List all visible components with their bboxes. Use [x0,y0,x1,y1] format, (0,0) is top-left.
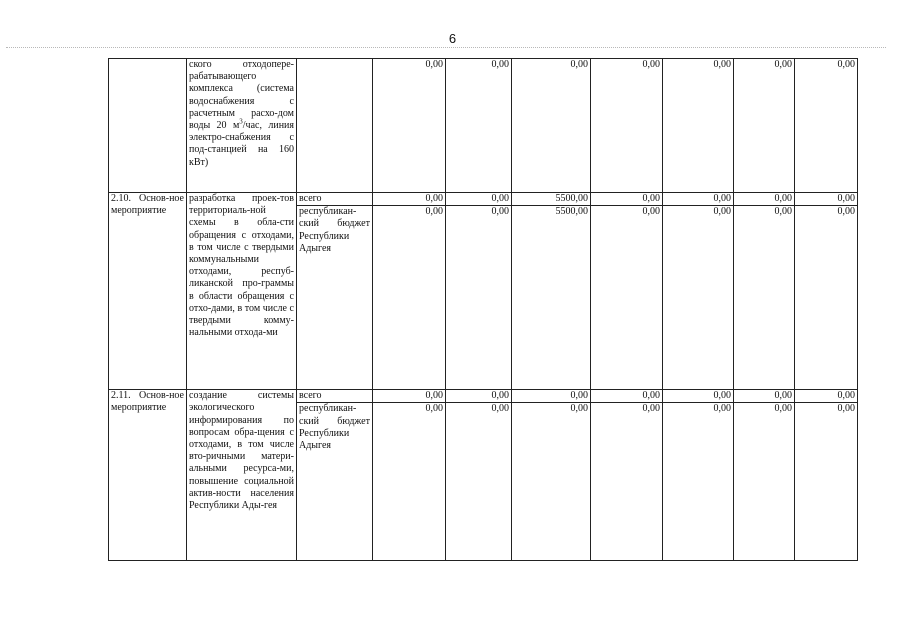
total-value-cell: 0,00 [512,390,591,403]
value-cell: 0,00 [373,206,446,390]
total-value-cell: 0,00 [446,193,512,206]
value-cell: 0,00 [795,206,858,390]
value-cell: 0,00 [795,403,858,561]
value-cell: 0,00 [512,403,591,561]
value-cell: 0,00 [373,59,446,193]
row-description: разработка проек-тов территориаль-ной схемы в обла-сти обращения с отходами, в том числе с твердыми коммунальными отходами, респуб-ликанской про-граммы в области обращения с отхо-дами, в том числе с твердыми комму-нальными отхода-ми [187,193,297,390]
table-row [109,193,858,206]
row-code [109,59,187,193]
table-row [109,59,858,193]
value-cell: 0,00 [446,206,512,390]
row-source: республикан-ский бюджет Республики Адыгея [297,206,373,390]
total-value-cell: 0,00 [591,193,663,206]
value-cell: 0,00 [591,206,663,390]
row-total-label: всего [297,193,373,206]
value-cell: 0,00 [663,403,734,561]
value-cell: 0,00 [795,59,858,193]
row-total-label: всего [297,390,373,403]
row-description: ского отходопере-рабатывающего комплекса (система водоснабжения с расчетным расхо-дом воды 20 $м^3$/час, линия электро-снабжения с под-станцией на 160 кВт) [187,59,297,193]
page-number: 6 [448,31,457,46]
program-table [108,58,858,561]
row-source: республикан-ский бюджет Республики Адыгея [297,403,373,561]
total-value-cell: 5500,00 [512,193,591,206]
value-cell: 5500,00 [512,206,591,390]
total-value-cell: 0,00 [795,390,858,403]
row-description: создание системы экологического информирования по вопросам обра-щения с отходами, в том числе вто-ричными матери-альными ресурса-ми, повышение социальной актив-ности населения Республики Ады-гея [187,390,297,561]
table-row [109,390,858,403]
total-value-cell: 0,00 [373,390,446,403]
total-value-cell: 0,00 [663,193,734,206]
total-value-cell: 0,00 [795,193,858,206]
total-value-cell: 0,00 [734,390,795,403]
total-value-cell: 0,00 [591,390,663,403]
value-cell: 0,00 [663,206,734,390]
total-value-cell: 0,00 [446,390,512,403]
value-cell: 0,00 [734,59,795,193]
total-value-cell: 0,00 [373,193,446,206]
value-cell: 0,00 [373,403,446,561]
value-cell: 0,00 [446,403,512,561]
value-cell: 0,00 [512,59,591,193]
value-cell: 0,00 [734,403,795,561]
row-source [297,59,373,193]
row-code: 2.10. Основ-ное мероприятие [109,193,187,390]
value-cell: 0,00 [663,59,734,193]
value-cell: 0,00 [446,59,512,193]
total-value-cell: 0,00 [734,193,795,206]
value-cell: 0,00 [591,403,663,561]
scan-artifact-line [6,47,886,48]
value-cell: 0,00 [591,59,663,193]
row-code: 2.11. Основ-ное мероприятие [109,390,187,561]
total-value-cell: 0,00 [663,390,734,403]
value-cell: 0,00 [734,206,795,390]
